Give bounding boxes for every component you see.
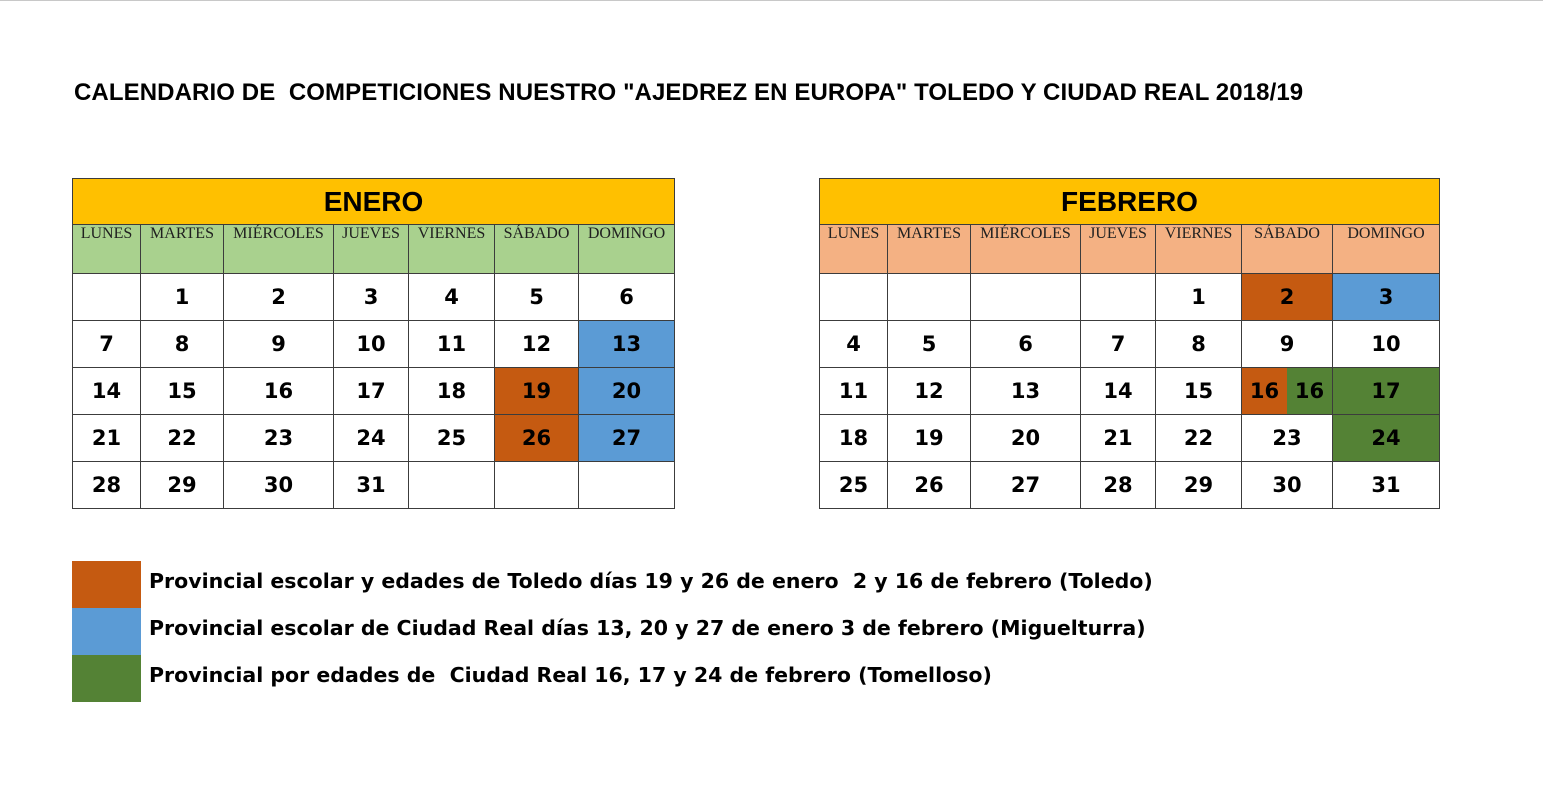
- day-cell: [409, 415, 495, 462]
- day-cell: [141, 462, 224, 509]
- day-number: 4: [846, 332, 861, 356]
- day-cell: [971, 462, 1081, 509]
- day-number: 27: [611, 426, 642, 450]
- day-cell: [1242, 321, 1333, 368]
- day-number: 31: [356, 473, 386, 497]
- weekday-header: JUEVES: [1081, 225, 1156, 274]
- day-cell: [224, 321, 334, 368]
- week-row: [73, 321, 675, 368]
- day-number: 19: [521, 379, 552, 403]
- day-cell: [409, 462, 495, 509]
- day-cell: [224, 274, 334, 321]
- day-number: 21: [91, 426, 122, 450]
- day-cell: [971, 274, 1081, 321]
- day-cell: [73, 462, 141, 509]
- legend-text: Provincial por edades de Ciudad Real 16, 17 y 24 de febrero (Tomelloso): [149, 663, 992, 687]
- day-cell: [141, 368, 224, 415]
- day-cell: [73, 368, 141, 415]
- weekday-header: MARTES: [141, 225, 224, 274]
- weekday-header: MIÉRCOLES: [971, 225, 1081, 274]
- day-cell: [1156, 368, 1242, 415]
- day-cell: [141, 415, 224, 462]
- calendar-febrero: [819, 178, 1440, 509]
- day-number: 14: [91, 379, 122, 403]
- week-row: [73, 274, 675, 321]
- day-cell: [971, 368, 1081, 415]
- day-cell: [579, 462, 675, 509]
- calendar-table: [819, 178, 1440, 509]
- day-cell: [820, 321, 888, 368]
- day-number: 26: [521, 426, 552, 450]
- legend-text: Provincial escolar y edades de Toledo días 19 y 26 de enero 2 y 16 de febrero (Toledo): [149, 569, 1153, 593]
- week-row: [73, 415, 675, 462]
- month-title: FEBRERO: [820, 179, 1440, 225]
- day-number: 18: [838, 426, 869, 450]
- day-cell: [495, 368, 579, 415]
- day-cell: [334, 462, 409, 509]
- day-cell: [1156, 274, 1242, 321]
- week-row: [73, 462, 675, 509]
- day-number: 4: [444, 285, 459, 309]
- day-cell: [971, 321, 1081, 368]
- day-cell: [73, 321, 141, 368]
- day-number: 3: [363, 285, 379, 309]
- day-cell: [820, 274, 888, 321]
- day-number: 9: [271, 332, 286, 356]
- day-number: 8: [174, 332, 190, 356]
- day-number: 8: [1191, 332, 1206, 356]
- day-number: 28: [1103, 473, 1133, 497]
- day-cell: [1242, 415, 1333, 462]
- day-number: 5: [529, 285, 544, 309]
- day-cell: [409, 368, 495, 415]
- day-number: 22: [1183, 426, 1214, 450]
- day-cell: [334, 368, 409, 415]
- day-number: 5: [921, 332, 937, 356]
- day-cell: [495, 274, 579, 321]
- week-row: [820, 462, 1440, 509]
- day-cell: [1156, 462, 1242, 509]
- weekday-header: VIERNES: [1156, 225, 1242, 274]
- day-number: 29: [167, 473, 197, 497]
- day-cell: [1333, 274, 1440, 321]
- day-number: 6: [619, 285, 634, 309]
- day-number: 19: [914, 426, 944, 450]
- legend-text: Provincial escolar de Ciudad Real días 13, 20 y 27 de enero 3 de febrero (Miguelturra): [149, 616, 1146, 640]
- day-number: 24: [356, 426, 386, 450]
- day-number: 10: [356, 332, 386, 356]
- day-cell: [141, 321, 224, 368]
- day-cell: [73, 415, 141, 462]
- day-number: 13: [1010, 379, 1041, 403]
- day-cell: [1333, 368, 1440, 415]
- week-row: [820, 415, 1440, 462]
- day-number: 18: [436, 379, 467, 403]
- week-row: [820, 368, 1440, 415]
- day-cell: [888, 462, 971, 509]
- day-number: 31: [1371, 473, 1401, 497]
- day-cell: [579, 415, 675, 462]
- day-cell: [888, 274, 971, 321]
- weekday-header: LUNES: [73, 225, 141, 274]
- day-number: 23: [1272, 426, 1302, 450]
- day-cell: [820, 415, 888, 462]
- day-number: 30: [1272, 473, 1302, 497]
- day-number-split: 16: [1287, 368, 1332, 414]
- day-number: 27: [1010, 473, 1041, 497]
- day-cell: [1081, 462, 1156, 509]
- day-cell: [1081, 368, 1156, 415]
- day-number: 21: [1103, 426, 1133, 450]
- day-number: 2: [1279, 285, 1295, 309]
- weekday-header: MARTES: [888, 225, 971, 274]
- day-cell: [1333, 462, 1440, 509]
- day-number: 3: [1378, 285, 1394, 309]
- day-cell: [888, 321, 971, 368]
- day-number: 20: [1010, 426, 1041, 450]
- day-cell: [409, 274, 495, 321]
- day-number-split: 16: [1242, 368, 1287, 414]
- day-cell: [141, 274, 224, 321]
- day-cell: [224, 462, 334, 509]
- day-cell: [1242, 274, 1333, 321]
- day-cell: [334, 415, 409, 462]
- week-row: [820, 274, 1440, 321]
- day-number: 29: [1183, 473, 1214, 497]
- day-number: 17: [356, 379, 386, 403]
- day-number: 16: [263, 379, 294, 403]
- day-number: 12: [521, 332, 552, 356]
- day-cell: [73, 274, 141, 321]
- day-cell: [1156, 415, 1242, 462]
- day-number: 25: [838, 473, 869, 497]
- month-title: ENERO: [73, 179, 675, 225]
- day-number: 11: [436, 332, 467, 356]
- day-number: 15: [1183, 379, 1214, 403]
- day-number: 1: [1191, 285, 1206, 309]
- day-cell: [820, 462, 888, 509]
- day-number: 14: [1103, 379, 1133, 403]
- calendar-enero: [72, 178, 675, 509]
- day-cell: [1242, 368, 1333, 415]
- weekday-header: JUEVES: [334, 225, 409, 274]
- day-number: 30: [263, 473, 294, 497]
- legend-swatch: [72, 608, 141, 655]
- page-title: CALENDARIO DE COMPETICIONES NUESTRO "AJEDREZ EN EUROPA" TOLEDO Y CIUDAD REAL 2018/19: [74, 79, 1304, 106]
- day-cell: [495, 321, 579, 368]
- day-cell: [334, 274, 409, 321]
- day-number: 24: [1371, 426, 1401, 450]
- weekday-header: VIERNES: [409, 225, 495, 274]
- day-number: 20: [611, 379, 642, 403]
- day-cell: [579, 274, 675, 321]
- week-row: [820, 321, 1440, 368]
- day-cell: [1081, 415, 1156, 462]
- day-number: 2: [271, 285, 286, 309]
- day-cell: [1242, 462, 1333, 509]
- weekday-header: LUNES: [820, 225, 888, 274]
- legend-swatch: [72, 655, 141, 702]
- weekday-header: MIÉRCOLES: [224, 225, 334, 274]
- day-number: 15: [167, 379, 197, 403]
- weekday-header: SÁBADO: [1242, 225, 1333, 274]
- day-cell: [579, 368, 675, 415]
- day-number: 6: [1018, 332, 1033, 356]
- day-cell: [409, 321, 495, 368]
- weekday-header: DOMINGO: [1333, 225, 1440, 274]
- day-number: 11: [838, 379, 869, 403]
- day-cell: [1333, 415, 1440, 462]
- day-cell: [1156, 321, 1242, 368]
- day-number: 7: [1110, 332, 1126, 356]
- day-number: 10: [1371, 332, 1401, 356]
- day-number: 25: [436, 426, 467, 450]
- day-number: 26: [914, 473, 944, 497]
- day-number: 22: [167, 426, 197, 450]
- day-cell: [1333, 321, 1440, 368]
- day-cell: [820, 368, 888, 415]
- day-number: 1: [174, 285, 190, 309]
- weekday-header: DOMINGO: [579, 225, 675, 274]
- week-row: [73, 368, 675, 415]
- day-cell: [971, 415, 1081, 462]
- day-number: 23: [263, 426, 294, 450]
- legend-swatch: [72, 561, 141, 608]
- day-number: 12: [914, 379, 944, 403]
- day-cell: [579, 321, 675, 368]
- day-number: 7: [99, 332, 114, 356]
- day-cell: [1081, 274, 1156, 321]
- day-cell: [224, 368, 334, 415]
- day-cell: [888, 368, 971, 415]
- day-cell: [1081, 321, 1156, 368]
- day-cell: [224, 415, 334, 462]
- day-cell: [334, 321, 409, 368]
- top-divider-line: [0, 0, 1543, 1]
- day-number: 9: [1279, 332, 1295, 356]
- day-number: 28: [91, 473, 122, 497]
- weekday-header: SÁBADO: [495, 225, 579, 274]
- day-cell: [888, 415, 971, 462]
- day-number: 17: [1371, 379, 1401, 403]
- calendar-table: [72, 178, 675, 509]
- day-cell: [495, 462, 579, 509]
- day-number: 13: [611, 332, 642, 356]
- day-cell: [495, 415, 579, 462]
